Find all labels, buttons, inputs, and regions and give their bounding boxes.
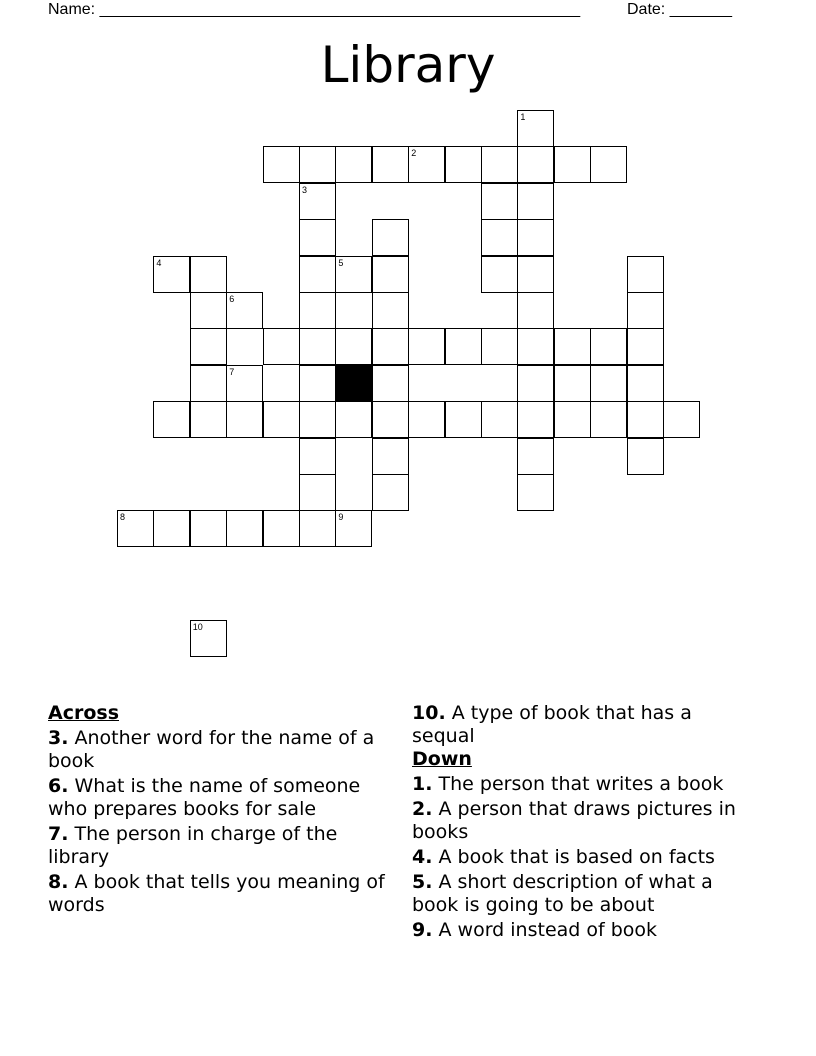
grid-cell[interactable] bbox=[627, 292, 664, 329]
grid-cell[interactable] bbox=[372, 292, 409, 329]
page-title: Library bbox=[320, 36, 496, 94]
grid-cell[interactable] bbox=[372, 146, 409, 183]
across-heading: Across bbox=[48, 702, 120, 724]
grid-cell[interactable] bbox=[299, 256, 336, 293]
clue-number-label: 2 bbox=[411, 148, 417, 159]
grid-cell[interactable] bbox=[299, 401, 336, 438]
black-square bbox=[335, 365, 372, 402]
clue-number: 7. bbox=[48, 823, 69, 845]
clue-text: A person that draws pictures in books bbox=[412, 798, 736, 843]
clue-across-10 bbox=[412, 702, 752, 748]
clue-number-label: 6 bbox=[229, 294, 235, 304]
grid-cell[interactable] bbox=[263, 401, 300, 438]
grid-cell[interactable] bbox=[372, 474, 409, 511]
clue-text: A word instead of book bbox=[438, 919, 658, 941]
grid-cell[interactable] bbox=[263, 510, 300, 547]
grid-cell[interactable] bbox=[263, 328, 300, 365]
grid-cell[interactable] bbox=[590, 146, 627, 183]
clue-number-label: 1 bbox=[520, 112, 526, 122]
grid-cell[interactable] bbox=[481, 401, 518, 438]
grid-cell[interactable] bbox=[481, 256, 518, 293]
clue-number: 9. bbox=[412, 919, 433, 941]
grid-cell[interactable] bbox=[190, 292, 227, 329]
grid-cell[interactable] bbox=[190, 365, 227, 402]
grid-cell[interactable] bbox=[190, 401, 227, 438]
clue-text: What is the name of someone who prepares books for sale bbox=[48, 775, 361, 820]
clue-number-label: 3 bbox=[302, 184, 308, 195]
grid-cell[interactable] bbox=[590, 401, 627, 438]
grid-cell[interactable] bbox=[190, 256, 227, 293]
clue-number-label: 9 bbox=[338, 512, 344, 523]
grid-cell[interactable] bbox=[226, 365, 263, 402]
grid-cell[interactable] bbox=[517, 219, 554, 256]
grid-cell[interactable] bbox=[627, 328, 664, 365]
clue-number-label: 10 bbox=[192, 621, 203, 632]
grid-cell[interactable] bbox=[481, 146, 518, 183]
grid-cell[interactable] bbox=[299, 292, 336, 329]
grid-cell[interactable] bbox=[517, 438, 554, 475]
clue-down-2 bbox=[412, 798, 752, 844]
grid-cell[interactable] bbox=[153, 401, 190, 438]
grid-cell[interactable] bbox=[408, 146, 445, 183]
grid-cell[interactable] bbox=[226, 292, 263, 329]
clue-text: A type of book that has a sequal bbox=[412, 702, 692, 747]
grid-cell[interactable] bbox=[517, 292, 554, 329]
clue-across-7 bbox=[48, 823, 388, 869]
grid-cell[interactable] bbox=[517, 474, 554, 511]
grid-cell[interactable] bbox=[335, 146, 372, 183]
grid-cell[interactable] bbox=[517, 146, 554, 183]
name-field-label: Name: ______________________________________________________ bbox=[48, 1, 581, 18]
clue-number-label: 5 bbox=[338, 257, 344, 268]
clue-across-8 bbox=[48, 871, 388, 917]
grid-cell[interactable] bbox=[445, 401, 482, 438]
grid-cell[interactable] bbox=[335, 401, 372, 438]
grid-cell[interactable] bbox=[481, 219, 518, 256]
grid-cell[interactable] bbox=[153, 510, 190, 547]
clue-across-6 bbox=[48, 775, 388, 821]
clue-text: A book that is based on facts bbox=[438, 846, 715, 868]
grid-cell[interactable] bbox=[590, 365, 627, 402]
grid-cell[interactable] bbox=[554, 146, 591, 183]
grid-cell[interactable] bbox=[299, 146, 336, 183]
grid-cell[interactable] bbox=[408, 401, 445, 438]
grid-cell[interactable] bbox=[190, 620, 227, 657]
grid-cell[interactable] bbox=[299, 438, 336, 475]
grid-cell[interactable] bbox=[153, 256, 190, 293]
clue-down-1 bbox=[412, 773, 752, 796]
down-clues bbox=[412, 702, 752, 942]
grid-cell[interactable] bbox=[226, 510, 263, 547]
grid-cell[interactable] bbox=[554, 401, 591, 438]
clue-text: A book that tells you meaning of words bbox=[48, 871, 385, 916]
grid-cell[interactable] bbox=[299, 219, 336, 256]
clue-number: 5. bbox=[412, 871, 433, 893]
clue-number: 1. bbox=[412, 773, 433, 795]
grid-cell[interactable] bbox=[299, 183, 336, 220]
grid-cell[interactable] bbox=[299, 474, 336, 511]
clue-across-3 bbox=[48, 727, 388, 773]
clue-number: 4. bbox=[412, 846, 433, 868]
clue-down-4 bbox=[412, 846, 752, 869]
grid-cell[interactable] bbox=[481, 183, 518, 220]
grid-cell[interactable] bbox=[517, 110, 554, 147]
grid-cell[interactable] bbox=[263, 146, 300, 183]
date-field-label: Date: _______ bbox=[627, 1, 732, 18]
clue-number-label: 7 bbox=[229, 366, 235, 377]
grid-cell[interactable] bbox=[627, 365, 664, 402]
clue-number: 2. bbox=[412, 798, 433, 820]
grid-cell[interactable] bbox=[299, 510, 336, 547]
grid-cell[interactable] bbox=[226, 401, 263, 438]
grid-cell[interactable] bbox=[663, 401, 700, 438]
grid-cell[interactable] bbox=[554, 365, 591, 402]
clue-text: Another word for the name of a book bbox=[48, 727, 375, 772]
grid-cell[interactable] bbox=[481, 328, 518, 365]
grid-cell[interactable] bbox=[627, 401, 664, 438]
grid-cell[interactable] bbox=[554, 328, 591, 365]
grid-cell[interactable] bbox=[372, 219, 409, 256]
grid-cell[interactable] bbox=[372, 328, 409, 365]
grid-cell[interactable] bbox=[445, 328, 482, 365]
clue-text: The person that writes a book bbox=[438, 773, 724, 795]
clue-text: A short description of what a book is going to be about bbox=[412, 871, 713, 916]
grid-cell[interactable] bbox=[627, 438, 664, 475]
grid-cell[interactable] bbox=[517, 365, 554, 402]
grid-cell[interactable] bbox=[517, 183, 554, 220]
clue-number-label: 4 bbox=[156, 257, 162, 268]
grid-cell[interactable] bbox=[372, 438, 409, 475]
grid-cell[interactable] bbox=[372, 365, 409, 402]
clue-text: The person in charge of the library bbox=[48, 823, 338, 868]
clue-number: 10. bbox=[412, 702, 446, 724]
grid-cell[interactable] bbox=[190, 510, 227, 547]
grid-cell[interactable] bbox=[335, 510, 372, 547]
across-clues bbox=[48, 702, 388, 917]
grid-cell[interactable] bbox=[299, 328, 336, 365]
grid-cell[interactable] bbox=[627, 256, 664, 293]
grid-cell[interactable] bbox=[335, 328, 372, 365]
grid-cell[interactable] bbox=[335, 256, 372, 293]
clue-down-9 bbox=[412, 919, 752, 942]
clue-number-label: 8 bbox=[120, 512, 126, 523]
grid-cell[interactable] bbox=[517, 328, 554, 365]
grid-cell[interactable] bbox=[517, 256, 554, 293]
clue-number: 8. bbox=[48, 871, 69, 893]
clue-down-5 bbox=[412, 871, 752, 917]
clue-number: 6. bbox=[48, 775, 69, 797]
clue-number: 3. bbox=[48, 727, 69, 749]
grid-cell[interactable] bbox=[408, 328, 445, 365]
grid-cell[interactable] bbox=[299, 365, 336, 402]
grid-cell[interactable] bbox=[445, 146, 482, 183]
grid-cell[interactable] bbox=[590, 328, 627, 365]
grid-cell[interactable] bbox=[190, 328, 227, 365]
down-heading: Down bbox=[412, 748, 472, 770]
grid-cell[interactable] bbox=[372, 256, 409, 293]
grid-cell[interactable] bbox=[117, 510, 154, 547]
grid-cell[interactable] bbox=[517, 401, 554, 438]
grid-cell[interactable] bbox=[372, 401, 409, 438]
